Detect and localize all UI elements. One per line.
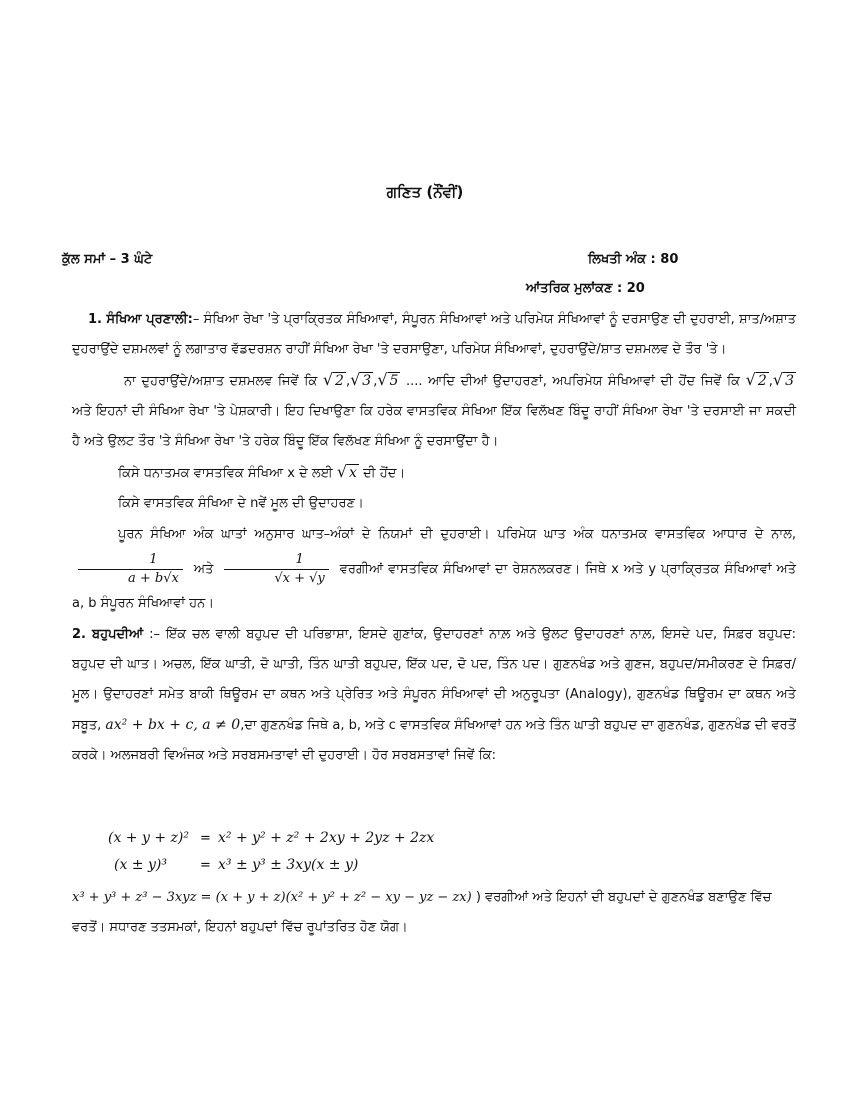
quadratic-expression: ax² + bx + c, a ≠ 0 [105,717,241,733]
section-1-text: – ਸੰਖਿਆ ਰੇਖਾ 'ਤੇ ਪ੍ਰਾਕ੍ਰਿਤਕ ਸੰਖਿਆਵਾਂ, ਸੰਪੂਰਨ ਸੰਖਿਆਵਾਂ ਅਤੇ ਪਰਿਮੇਯ ਸੰਖਿਆਵਾਂ ਨੂੰ ਦਰਸਾਉਣ ਦੀ ਦੁਹਰਾਈ, ਸ਼ਾਤ/ਅਸ਼ਾਤ ਦੁਹਰਾਉਂਦੇ ਦਸ਼ਮਲਵਾਂ ਨੂੰ ਲਗਾਤਾਰ ਵੱਡਦਰਸ਼ਨ ਰਾਹੀਂ ਸੰਖਿਆ ਰੇਖਾ 'ਤੇ ਦਰਸਾਉਣਾ, ਪਰਿਮੇਯ ਸੰਖਿਆਵਾਂ, ਦੁਹਰਾਉਂਦੇ/ਸ਼ਾਤ ਦਸ਼ਮਲਵ ਦੇ ਤੌਰ 'ਤੇ। [72,312,796,357]
written-marks: ਲਿਖਤੀ ਅੰਕ : 80 [588,252,679,267]
section-2-heading: ਬਹੁਪਦੀਆਂ [91,627,144,642]
section-1-nth-root: ਕਿਸੇ ਵਾਸਤਵਿਕ ਸੰਖਿਆ ਦੇ nਵੇਂ ਮੂਲ ਦੀ ਉਦਾਹਰਣ। [118,496,364,511]
section-1-intro [72,305,796,365]
section-2-text-c: ) ਵਰਗੀਆਂ ਅਤੇ ਇਹਨਾਂ ਦੀ ਬਹੁਪਦਾਂ ਦੇ ਗੁਣਨਖੰਡ ਬਣਾਉਣ ਵਿੱਚ ਵਰਤੋਂ। ਸਧਾਰਣ ਤਤਸਮਕਾਂ, ਇਹਨਾਂ ਬਹੁਪਦਾਂ ਵਿੱਚ ਰੂਪਾਂਤਰਿਤ ਹੋਣ ਯੋਗ। [72,890,772,935]
identity-2-eq [200,857,211,873]
equals-sign: = [200,858,211,873]
sqrt-icon: √ [772,370,784,389]
identity-3: x³ + y³ + z³ − 3xyz = (x + y + z)(x² + y² + z² − xy − yz − zx) [72,890,472,905]
sqrt-icon: √ [322,370,334,389]
sqrt-icon: √ [336,462,348,481]
irrational-text-b: .... ਆਦਿ ਦੀਆਂ ਉਦਾਹਰਣਾਂ, ਅਪਰਿਮੇਯ ਸੰਖਿਆਵਾਂ ਦੀ ਹੋਂਦ ਜਿਵੇਂ ਕਿ [406,374,741,389]
sqrt-icon: √ [350,370,361,389]
exponents-and: ਅਤੇ [193,562,214,577]
root-value: 2 [335,373,344,389]
positive-root-text-b: ਦੀ ਹੋਂਦ। [363,466,406,481]
section-1-heading: ਸੰਖਿਆ ਪ੍ਰਣਾਲੀ: [106,312,193,327]
section-2-intro [72,620,796,771]
root-value: 3 [785,373,794,389]
fraction-2 [224,551,328,588]
page-title: ਗਣਿਤ (ਨੌਂਵੀਂ) [386,183,464,201]
section-1-irrational: ਨਾ ਦੁਹਰਾਉਂਦੇ/ਅਸ਼ਾਤ ਦਸ਼ਮਲਵ ਜਿਵੇਂ ਕਿ √ 2 ,√ 3 ,√ 5 .... ਆਦਿ ਦੀਆਂ ਉਦਾਹਰਣਾਂ, ਅਪਰਿਮੇਯ ਸੰਖਿਆਵਾਂ ਦੀ ਹੋਂਦ ਜਿਵੇਂ ਕਿ √ 2 ,√ 3 ਅਤੇ ਇਹਨਾਂ ਦੀ ਸੰਖਿਆ ਰੇਖਾ 'ਤੇ ਪੇਸ਼ਕਾਰੀ। ਇਹ ਦਿਖਾਉਣਾ ਕਿ ਹਰੇਕ ਵਾਸਤਵਿਕ ਸੰਖਿਆ ਇੱਕ ਵਿਲੱਖਣ ਬਿੰਦੂ ਰਾਹੀਂ ਸੰਖਿਆ ਰੇਖਾ 'ਤੇ ਦਰਸਾਈ ਜਾ ਸਕਦੀ ਹੈ ਅਤੇ ਉਲਟ ਤੌਰ 'ਤੇ ਸੰਖਿਆ ਰੇਖਾ 'ਤੇ ਹਰੇਕ ਬਿੰਦੂ ਇੱਕ ਵਿਲੱਖਣ ਸੰਖਿਆ ਨੂੰ ਦਰਸਾਉਂਦਾ ਹੈ। [72,370,796,449]
identity-2-lhs: (x ± y)³ [114,857,167,873]
fraction-denominator: a + b√x [78,569,183,588]
sqrt-icon: √ [745,370,756,389]
fraction-denominator: √x + √y [224,569,328,588]
irrational-text-a: ਨਾ ਦੁਹਰਾਉਂਦੇ/ਅਸ਼ਾਤ ਦਸ਼ਮਲਵ ਜਿਵੇਂ ਕਿ [124,374,318,389]
exponents-text-a: ਪੂਰਨ ਸੰਖਿਆ ਅੰਕ ਘਾਤਾਂ ਅਨੁਸਾਰ ਘਾਤ–ਅੰਕਾਂ ਦੇ ਨਿਯਮਾਂ ਦੀ ਦੁਹਰਾਈ। ਪਰਿਮੇਯ ਘਾਤ ਅੰਕ ਧਨਾਤਮਕ ਵਾਸਤਵਿਕ ਆਧਾਰ ਦੇ ਨਾਲ, [118,527,796,542]
identity-1-eq [200,830,211,846]
sqrt-icon: √ [377,370,388,389]
identity-2 [114,857,167,873]
root-value: x [349,465,357,481]
root-value: 3 [362,373,372,389]
section-2-text-b: ,ਦਾ ਗੁਣਨਖੰਡ ਜਿਥੇ a, b, ਅਤੇ c ਵਾਸਤਵਿਕ ਸੰਖਿਆਵਾਂ ਹਨ ਅਤੇ ਤਿੰਨ ਘਾਤੀ ਬਹੁਪਦ ਦਾ ਗੁਣਨਖੰਡ, ਗੁਣਨਖੰਡ ਦੀ ਵਰਤੋਂ ਕਰਕੇ। ਅਲਜਬਰੀ ਵਿਅੰਜਕ ਅਤੇ ਸਰਬਸਮਤਾਵਾਂ ਦੀ ਦੁਹਰਾਈ। ਹੋਰ ਸਰਬਸਤਾਵਾਂ ਜਿਵੇਂ ਕਿ: [72,718,797,763]
equals-sign: = [200,831,211,846]
fraction-numerator: 1 [295,552,304,567]
identity-1 [108,830,189,846]
section-2-text-a: :– ਇੱਕ ਚਲ ਵਾਲੀ ਬਹੁਪਦ ਦੀ ਪਰਿਭਾਸ਼ਾ, ਇਸਦੇ ਗੁਣਾਂਕ, ਉਦਾਹਰਣਾਂ ਨਾਲ਼ ਅਤੇ ਉਲਟ ਉਦਾਹਰਣਾਂ ਨਾਲ਼, ਇਸਦੇ ਪਦ, ਸਿਫ਼ਰ ਬਹੁਪਦ: ਬਹੁਪਦ ਦੀ ਘਾਤ। ਅਚਲ, ਇੱਕ ਘਾਤੀ, ਦੋ ਘਾਤੀ, ਤਿੰਨ ਘਾਤੀ ਬਹੁਪਦ, ਇੱਕ ਪਦ, ਦੋ ਪਦ, ਤਿੰਨ ਪਦ। ਗੁਣਨਖੰਡ ਅਤੇ ਗੁਣਜ, ਬਹੁਪਦ/ਸਮੀਕਰਣ ਦੇ ਸਿਫ਼ਰ/ਮੂਲ। ਉਦਾਹਰਣਾਂ ਸਮੇਤ ਬਾਕੀ ਥਿਊਰਮ ਦਾ ਕਥਨ ਅਤੇ ਪ੍ਰੇਰਿਤ ਅਤੇ ਸੰਪੂਰਨ ਸੰਖਿਆਵਾਂ ਦੀ ਅਨੁਰੂਪਤਾ (Analogy), ਗੁਣਨਖੰਡ ਥਿਊਰਮ ਦਾ ਕਥਨ ਅਤੇ ਸਬੂਤ, [72,627,796,733]
section-1-exponents [72,519,796,620]
identity-1-lhs: (x + y + z)² [108,830,189,846]
section-2-number: 2. [72,627,86,642]
identity-2-rhs: x³ ± y³ ± 3xy(x ± y) [218,857,359,873]
total-time: ਕੁੱਲ ਸਮਾਂ – 3 ਘੰਟੇ [62,252,153,267]
positive-root-text-a: ਕਿਸੇ ਧਨਾਤਮਕ ਵਾਸਤਵਿਕ ਸੰਖਿਆ x ਦੇ ਲਈ [118,466,333,481]
identity-1-right [218,830,434,846]
irrational-text-c: ਅਤੇ ਇਹਨਾਂ ਦੀ ਸੰਖਿਆ ਰੇਖਾ 'ਤੇ ਪੇਸ਼ਕਾਰੀ। ਇਹ ਦਿਖਾਉਣਾ ਕਿ ਹਰੇਕ ਵਾਸਤਵਿਕ ਸੰਖਿਆ ਇੱਕ ਵਿਲੱਖਣ ਬਿੰਦੂ ਰਾਹੀਂ ਸੰਖਿਆ ਰੇਖਾ 'ਤੇ ਦਰਸਾਈ ਜਾ ਸਕਦੀ ਹੈ ਅਤੇ ਉਲਟ ਤੌਰ 'ਤੇ ਸੰਖਿਆ ਰੇਖਾ 'ਤੇ ਹਰੇਕ ਬਿੰਦੂ ਇੱਕ ਵਿਲੱਖਣ ਸੰਖਿਆ ਨੂੰ ਦਰਸਾਉਂਦਾ ਹੈ। [72,404,796,449]
section-1-positive-root [72,457,796,489]
root-value: 5 [389,373,399,389]
internal-assessment: ਆਂਤਰਿਕ ਮੁਲਾਂਕਣ : 20 [526,281,645,296]
identity-2-right [218,857,358,873]
section-2-closing [72,883,796,943]
syllabus-body [72,305,796,771]
fraction-numerator: 1 [149,552,158,567]
exponents-text-b: ਵਰਗੀਆਂ ਵਾਸਤਵਿਕ ਸੰਖਿਆਵਾਂ ਦਾ ਰੇਸ਼ਨਲਕਰਣ। ਜਿਥੇ x ਅਤੇ y ਪ੍ਰਾਕ੍ਰਿਤਕ ਸੰਖਿਆਵਾਂ ਅਤੇ a, b ਸੰਪੂਰਨ ਸੰਖਿਆਵਾਂ ਹਨ। [72,562,796,611]
section-1-number: 1. [88,312,102,327]
fraction-1 [78,551,183,588]
root-value: 2 [757,373,767,389]
identity-1-rhs: x² + y² + z² + 2xy + 2yz + 2zx [218,830,435,846]
